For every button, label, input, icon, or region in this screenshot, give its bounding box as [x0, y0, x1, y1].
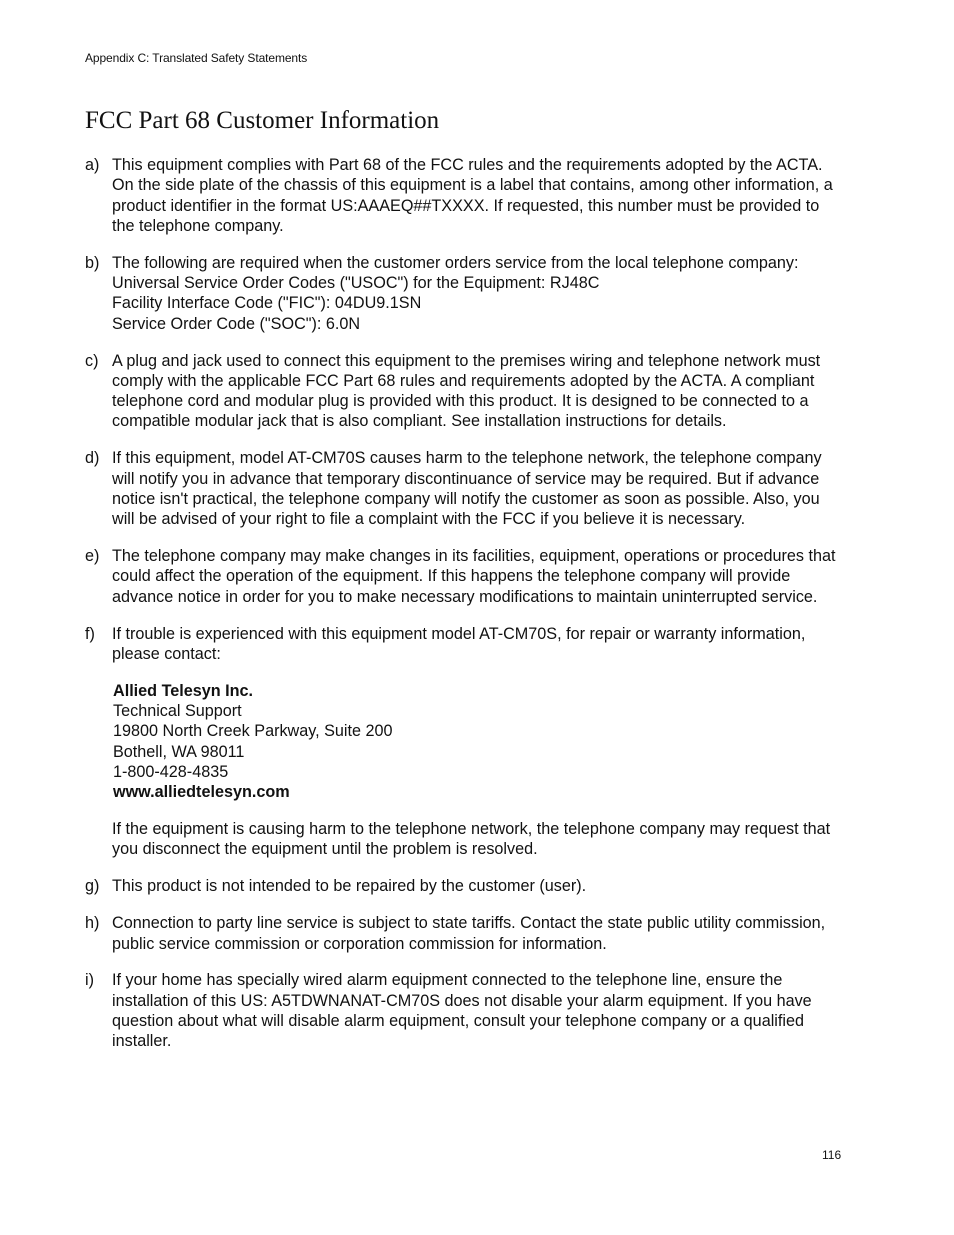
- contact-block: [113, 681, 845, 803]
- contact-department: Technical Support: [113, 702, 242, 721]
- item-body: [112, 546, 845, 607]
- item-text: If trouble is experienced with this equipment model AT-CM70S, for repair or warranty information, please contact:: [112, 624, 806, 663]
- item-text: This equipment complies with Part 68 of the FCC rules and the requirements adopted by the ACTA. On the side plate of the chassis of this equipment is a label that contains, among other information, a product identifier in the format US:AAAEQ##TXXXX. If requested, this number must be provided to the telephone company.: [112, 156, 833, 235]
- item-marker: i): [85, 971, 94, 990]
- fcc-item-list: [85, 155, 845, 1068]
- list-item-a: [85, 155, 845, 236]
- item-marker: g): [85, 877, 100, 896]
- item-body: [112, 351, 845, 432]
- list-item-g: [85, 876, 845, 896]
- item-text: Connection to party line service is subject to state tariffs. Contact the state public utility commission, public service commission or corporation commission for information.: [112, 914, 826, 953]
- contact-street: 19800 North Creek Parkway, Suite 200: [113, 722, 393, 741]
- item-marker: d): [85, 449, 100, 468]
- item-marker: a): [85, 156, 100, 174]
- list-item-d: [85, 448, 845, 529]
- item-text: A plug and jack used to connect this equipment to the premises wiring and telephone network must comply with the applicable FCC Part 68 rules and requirements adopted by the ACTA. A compliant telephone cord and modular plug is provided with this product. It is designed to be connected to a compatible modular jack that is also compliant. See installation instructions for details.: [112, 351, 821, 431]
- list-item-f: [85, 624, 845, 860]
- contact-phone: 1-800-428-4835: [113, 762, 229, 781]
- list-item-i: [85, 970, 845, 1051]
- item-marker: b): [85, 253, 100, 272]
- page-number: 116: [822, 1148, 842, 1162]
- contact-website-link[interactable]: www.alliedtelesyn.com: [113, 783, 290, 802]
- soc-code-line: Service Order Code ("SOC"): 6.0N: [112, 314, 361, 333]
- item-text: If this equipment, model AT-CM70S causes harm to the telephone network, the telephone company will notify you in advance that temporary discontinuance of service may be required. But if advance notice isn't practical, the telephone company will notify the customer as soon as possible. Also, you will be advised of your right to file a complaint with the FCC if you believe it is necessary.: [112, 449, 822, 529]
- item-body: [112, 876, 845, 896]
- item-followup-text: If the equipment is causing harm to the telephone network, the telephone company may request that you disconnect the equipment until the problem is resolved.: [112, 820, 831, 859]
- item-marker: f): [85, 624, 95, 643]
- usoc-code-line: Universal Service Order Codes ("USOC") for the Equipment: RJ48C: [112, 274, 600, 293]
- item-marker: c): [85, 351, 99, 370]
- item-body: [112, 624, 845, 860]
- item-text: If your home has specially wired alarm equipment connected to the telephone line, ensure the installation of this US: A5TDWNANAT-CM70S does not disable your alarm equipment. If you have question about what will disable alarm equipment, consult your telephone company or a qualified installer.: [112, 971, 812, 1051]
- list-item-e: [85, 546, 845, 607]
- fic-code-line: Facility Interface Code ("FIC"): 04DU9.1SN: [112, 294, 422, 313]
- item-body: [112, 155, 845, 236]
- list-item-b: [85, 253, 845, 334]
- item-body: [112, 253, 845, 334]
- contact-company: Allied Telesyn Inc.: [113, 681, 254, 700]
- item-marker: e): [85, 547, 100, 566]
- running-header: Appendix C: Translated Safety Statements: [85, 51, 308, 65]
- item-body: [112, 448, 845, 529]
- order-requirements-intro: The following are required when the customer orders service from the local telephone company:: [112, 253, 799, 272]
- item-text: The telephone company may make changes in its facilities, equipment, operations or procedures that could affect the operation of the equipment. If this happens the telephone company will provide advance notice in order for you to make necessary modifications to maintain uninterrupted service.: [112, 547, 836, 606]
- item-body: [112, 913, 845, 954]
- item-body: [112, 970, 845, 1051]
- page-title: FCC Part 68 Customer Information: [85, 107, 440, 134]
- item-marker: h): [85, 914, 100, 933]
- contact-city: Bothell, WA 98011: [113, 742, 245, 761]
- list-item-c: [85, 351, 845, 432]
- item-text: This product is not intended to be repaired by the customer (user).: [112, 877, 587, 896]
- list-item-h: [85, 913, 845, 954]
